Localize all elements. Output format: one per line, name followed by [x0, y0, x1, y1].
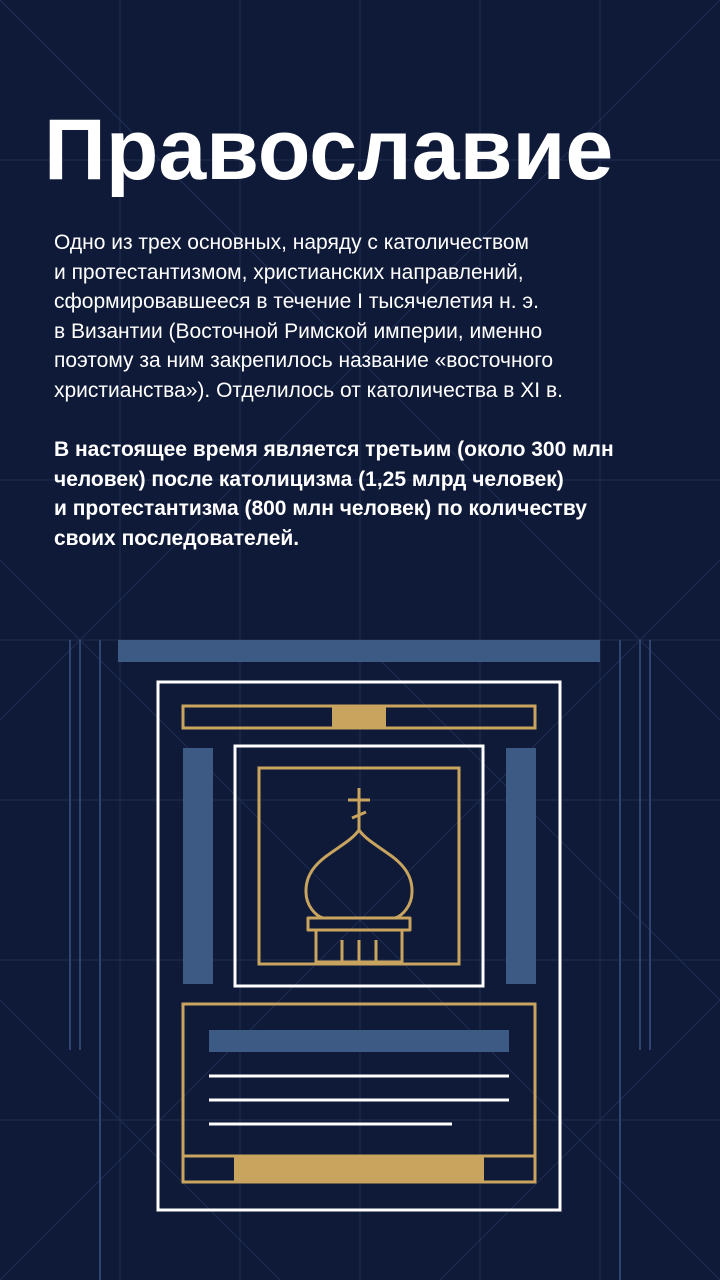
intro-paragraph [54, 228, 704, 405]
stats-line: и протестантизма (800 млн человек) по количеству [54, 497, 587, 520]
page-title: Православие [44, 102, 614, 198]
intro-line: сформировавшееся в течение I тысячелетия н. э. [54, 290, 539, 313]
intro-line: и протестантизмом, христианских направлений, [54, 260, 524, 284]
orthodox-church-dome-icon [306, 788, 412, 962]
intro-line: в Византии (Восточной Римской империи, именно [54, 319, 543, 343]
stats-paragraph [54, 435, 704, 553]
stats-line: своих последователей. [54, 526, 300, 550]
intro-line: Одно из трех основных, наряду с католичеством [54, 231, 529, 254]
gold-top-block [332, 706, 386, 728]
stats-line: В настоящее время является третьим (около 300 млн [54, 438, 614, 461]
right-blue-column [506, 748, 536, 984]
top-blue-bar [118, 640, 600, 662]
text-panel-heading-bar [209, 1030, 509, 1052]
intro-line: поэтому за ним закрепилось название «восточного [54, 349, 554, 372]
bottom-gold-bar [234, 1156, 484, 1182]
intro-line: христианства»). Отделилось от католичества в XI в. [54, 378, 563, 402]
left-blue-column [183, 748, 213, 984]
stats-line: человек) после католицизма (1,25 млрд человек) [54, 467, 564, 491]
church-illustration [0, 620, 720, 1280]
